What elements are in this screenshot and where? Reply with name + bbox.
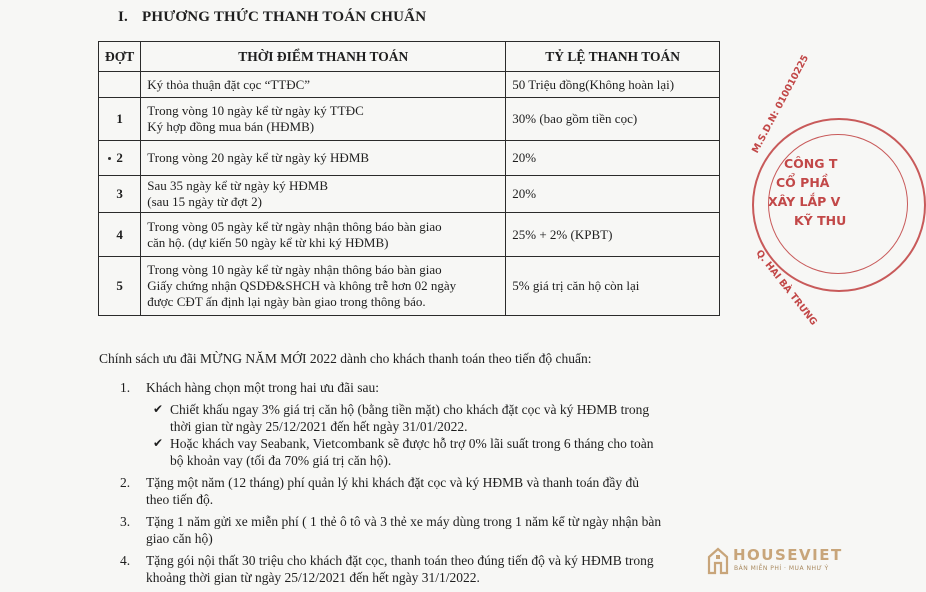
promo-list [101,379,741,591]
dot-cell [99,72,141,98]
promo-intro: Chính sách ưu đãi MỪNG NĂM MỚI 2022 dành cho khách thanh toán theo tiến độ chuẩn: [99,351,592,366]
time-line: Ký hợp đồng mua bán (HĐMB) [147,119,315,134]
stamp-line: KỸ THU [794,213,847,228]
table-row [99,141,720,176]
company-stamp [750,53,926,328]
time-line: Trong vòng 05 ngày kể từ ngày nhận thông báo bàn giao [147,218,442,234]
time-cell [141,98,506,141]
time-line: Ký thỏa thuận đặt cọc “TTĐC” [147,76,311,92]
table-row [99,213,720,257]
stamp-line: XÂY LẮP V [768,194,841,209]
item-line: Tặng 1 năm gửi xe miễn phí ( 1 thẻ ô tô và 3 thẻ xe máy dùng trong 1 năm kể từ ngày nhận bàn [146,514,662,529]
header-dot: ĐỢT [99,42,141,72]
section-heading [118,9,426,26]
header-time: THỜI ĐIỂM THANH TOÁN [141,42,506,72]
stamp-line: CÔNG T [784,156,838,171]
time-cell [141,213,506,257]
item-line: khoảng thời gian từ ngày 25/12/2021 đến hết ngày 31/1/2022. [146,570,480,585]
sub-line: thời gian từ ngày 25/12/2021 đến hết ngày 31/01/2022. [170,419,468,434]
item-number: 2. [120,475,131,490]
dot-cell: 1 [99,98,141,141]
item-number: 3. [120,514,131,529]
time-line: Sau 35 ngày kể từ ngày ký HĐMB [147,178,328,193]
payment-schedule-table [98,41,720,316]
time-line: được CĐT ấn định lại ngày bàn giao trong thông báo. [147,294,426,309]
time-cell [141,141,506,176]
scan-speck [108,157,111,160]
time-line: Trong vòng 20 ngày kể từ ngày ký HĐMB [147,150,370,165]
houseviet-watermark [707,545,843,577]
promo-item [101,474,741,508]
stamp-line: CỔ PHẦ [776,175,830,190]
item-line: Tặng một năm (12 tháng) phí quản lý khi khách đặt cọc và ký HĐMB và thanh toán đầy đủ [146,475,640,490]
rate-cell: 30% (bao gồm tiền cọc) [506,98,720,141]
dot-cell: 2 [99,141,141,176]
table-row [99,98,720,141]
promo-sub-item [101,401,741,435]
table-row [99,176,720,213]
checkmark-icon: ✔ [153,402,164,416]
item-number: 1. [120,380,131,395]
rate-cell: 25% + 2% (KPBT) [506,213,720,257]
time-line: Giấy chứng nhận QSDĐ&SHCH và không trễ hơn 02 ngày [147,278,457,293]
rate-cell: 50 Triệu đồng(Không hoàn lại) [506,72,720,98]
item-number: 4. [120,553,131,568]
item-text: Khách hàng chọn một trong hai ưu đãi sau: [146,380,380,395]
sub-line: Chiết khấu ngay 3% giá trị căn hộ (bằng tiền mặt) cho khách đặt cọc và ký HĐMB trong [170,402,650,417]
promo-item [101,379,741,396]
time-line: căn hộ. (dự kiến 50 ngày kể từ khi ký HĐMB) [147,234,389,250]
house-logo-icon [707,547,729,575]
item-line: theo tiến độ. [146,492,214,507]
table-row [99,72,720,98]
section-number: I. [118,9,128,25]
sub-line: Hoặc khách vay Seabank, Vietcombank sẽ được hỗ trợ 0% lãi suất trong 6 tháng cho toàn [170,436,654,451]
promo-item [101,513,741,547]
time-cell [141,72,506,98]
time-line: (sau 15 ngày từ đợt 2) [147,194,262,209]
table-header-row [99,42,720,72]
stamp-ring-top: M.S.D.N: 010010225 [750,53,812,156]
time-cell [141,257,506,316]
item-line: Tặng gói nội thất 30 triệu cho khách đặt cọc, thanh toán theo đúng tiến độ và ký HĐMB trong [146,553,654,568]
promo-item [101,552,741,586]
dot-cell: 5 [99,257,141,316]
watermark-tagline: BÁN MIỄN PHÍ · MUA NHƯ Ý [734,565,829,572]
section-title: PHƯƠNG THỨC THANH TOÁN CHUẨN [142,9,427,25]
promo-sub-item [101,435,741,469]
dot-cell: 4 [99,213,141,257]
time-line: Trong vòng 10 ngày kể từ ngày ký TTĐC [147,103,364,118]
stamp-ring-bottom: Q. HAI BÀ TRƯNG [753,248,819,328]
time-line: Trong vòng 10 ngày kể từ ngày nhận thông báo bàn giao [147,262,442,277]
time-cell [141,176,506,213]
watermark-name: HOUSEVIET [733,546,843,564]
sub-line: bộ khoản vay (tối đa 70% giá trị căn hộ). [170,453,392,468]
item-line: giao căn hộ) [146,531,213,546]
dot-cell: 3 [99,176,141,213]
table-row [99,257,720,316]
rate-cell: 20% [506,176,720,213]
header-rate: TỶ LỆ THANH TOÁN [506,42,720,72]
rate-cell: 20% [506,141,720,176]
rate-cell: 5% giá trị căn hộ còn lại [506,257,720,316]
checkmark-icon: ✔ [153,436,164,450]
